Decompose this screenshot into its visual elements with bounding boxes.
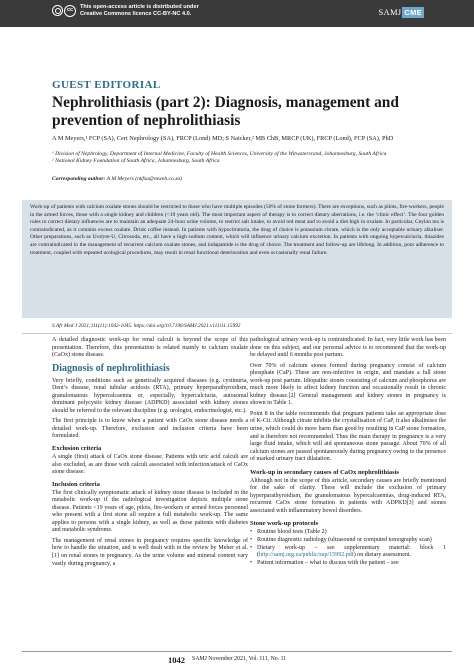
subsection-heading: Work-up in secondary causes of CaOx nephrolithiasis: [250, 468, 400, 476]
body-column-left: [52, 337, 248, 571]
paragraph: The management of renal stones in pregnancy requires specific knowledge of how to handle the situation, and is well dealt with in the review by Meher et al.[1] on renal stones in pregnancy. As the urine volume and mineral content vary vastly during pregnancy, a: [52, 537, 248, 567]
protocol-list: [250, 529, 446, 567]
paragraph: Over 70% of calcium stones formed during pregnancy consist of calcium phosphate (CaP). These are non-infective in origin, and mandate a full stone work-up post partum. Idiopathic stones consisting of calcium and phosphorus are much more likely to affect kidney function and occasionally result in chronic kidney disease.[2] General management and kidney stones in pregnancy is shown in Table 1.: [250, 362, 446, 407]
paragraph: The first principle is to know when a patient with CaOx stone disease needs a detailed work-up. Therefore, exclusion and inclusion criteria have been formulated.: [52, 418, 248, 440]
journal-logo: SAMJ CME: [378, 7, 422, 17]
affiliations: ¹ Division of Nephrology, Department of Internal Medicine, Faculty of Health Sciences, University of the Witwatersrand, Johannesburg, South Africa ² National Kidney Foundation of South Africa, Johannesburg, South Africa: [52, 151, 387, 165]
page-footer: [0, 651, 474, 670]
footer-journal-info: SAMJ November 2021, Vol. 111, No. 11: [192, 656, 287, 662]
header-bar: [0, 0, 474, 27]
corresponding-author: Corresponding author: A M Meyers (nkfsa@mweb.co.za): [52, 176, 183, 182]
list-item: • Routine blood tests (Table 2): [250, 529, 446, 537]
list-item: • Routine diagnostic radiology (ultrasound or computed tomography scan): [250, 537, 446, 545]
footer-rule: [22, 651, 452, 652]
paragraph: A detailed diagnostic work-up for renal calculi is beyond the scope of this presentation. Therefore, this presentation is related mainly to calcium oxalate (CaOx) stone disease.: [52, 337, 248, 359]
license-notice: This open-access article is distributed under Creative Commons licence CC-BY-NC 4.0.: [80, 4, 199, 17]
section-heading: Diagnosis of nephrolithiasis: [52, 362, 170, 374]
authors: A M Meyers,¹ FCP (SA), Cert Nephrology (SA), FRCP (Lond) MD; S Naicker,² MB ChB, MRCP (UK), FRCP (Lond), FCP (SA), PhD: [52, 135, 394, 142]
citation: S Afr Med J 2021;111(11):1042-1045. https://doi.org/10.7196/SAMJ.2021.v111i11.15992: [52, 323, 241, 329]
paragraph: Point 8 in the table recommends that pregnant patients take an appropriate dose of K-Cit. Although citrate inhibits the crystallisation of CaP, it also alkalinises the urine, which could do more harm than good by resulting in CaP stone formation, and is therefore not recommended. Thus the main therapy in pregnancy is a very large fluid intake, which will aid spontaneous stone passage. About 70% of all calcium stones are passed spontaneously during pregnancy owing to the presence of marked urinary tract dilatation.: [250, 410, 446, 463]
cme-badge: CME: [404, 8, 422, 17]
page-number: 1042: [168, 655, 185, 665]
subsection-heading: Exclusion criteria: [52, 445, 102, 453]
open-access-icon: [52, 5, 63, 16]
subsection-heading: Stone work-up protocols: [250, 520, 319, 528]
section-label: GUEST EDITORIAL: [52, 79, 161, 91]
paragraph: A single (first) attack of CaOx stone disease. Patients with uric acid calculi are also excluded, as are those with calculi associated with infection/attack of CaOx stone disease.: [52, 454, 248, 476]
abstract: Work-up of patients with calcium oxalate stones should be restricted to those who have multiple episodes (50% of stone formers). There are exceptions, such as pilots, fire-workers, people in the armed forces, those with a single kidney and children (<19 years old). The most important aspect of therapy is to correct dietary aberrations, i.e. the ‘clinic effect’. The four golden rules to correct dietary influences are to maintain an adequate 24-hour urine volume, to restrict salt intake, to avoid red meat and to avoid a diet high in oxalate. In particular, Ceylon tea is contraindicated, as it contains excess oxalate. Drink coffee instead. In patients with hypocitraturia, the drug of choice is potassium citrate, which is the only acceptable urinary alkaliser. Other preparations, such as Urolyte-U, Citrosoda, etc., all have a high sodium content, which will influence urinary calcium excretion. In patients with ongoing hypercalciuria, thiazides are contraindicated in the management of recurrent calcium oxalate stones, and indapamide is the drug of choice. The treatment and follow-up are lifelong. In addition, poor adherence to treatment, coupled with repeated urological procedures, may result in renal functional deterioration and even occasionally renal failure.: [30, 204, 444, 256]
supplementary-link[interactable]: http://samj.org.za/public/sup/15992.pdf: [259, 552, 354, 559]
body-column-right: [250, 337, 446, 567]
paragraph: Although not in the scope of this article, secondary causes are briefly mentioned for the sake of clarity. These will include the exclusion of primary hyperparathyroidism, the granulomatous hypercalcaemias, drug-induced RTA, recurrent CaOx stone formation in patients with ADPKD[3] and stones associated with inflammatory bowel disorders.: [250, 477, 446, 514]
list-item: • Patient information – what to discuss with the patient – see: [250, 560, 446, 568]
paragraph: pathological urinary work-up is contraindicated. In fact, very little work has been done on this subject, and our personal advice is to recommend that the work-up be delayed until 6 months post partum.: [250, 337, 446, 359]
divider: [22, 333, 452, 334]
article-title: Nephrolithiasis (part 2): Diagnosis, management and prevention of nephrolithiasis: [52, 94, 399, 129]
list-item: • Dietary work-up – see supplementary material: block 1 (http://samj.org.za/public/sup/15992.pdf) on dietary assessment.: [250, 545, 446, 560]
paragraph: Very briefly, conditions such as genetically acquired diseases (e.g. cystinuria, Dent’s disease, renal tubular acidosis (RTA), primary hyperparathyroidism, granulomatous hypercalcaemia or, especially, hypercalciuria, autosomal dominant polycystic kidney disease (ADPKD) associated with kidney stones should be referred to the relevant discipline (e.g. urologist, endocrinologist, etc.).: [52, 377, 248, 414]
cc-icon: cc: [64, 5, 76, 17]
subsection-heading: Inclusion criteria: [52, 480, 100, 488]
paragraph: The first clinically symptomatic attack of kidney stone disease is included in the metabolic work-up if the radiological investigation depicts multiple stone disease. Patients <19 years of age, pilots, fire-workers or armed forces personnel who present with a first stone all require a full metabolic work-up. The same applies to persons with a single kidney, as well as those patients with diabetes and metabolic syndrome.: [52, 489, 248, 534]
